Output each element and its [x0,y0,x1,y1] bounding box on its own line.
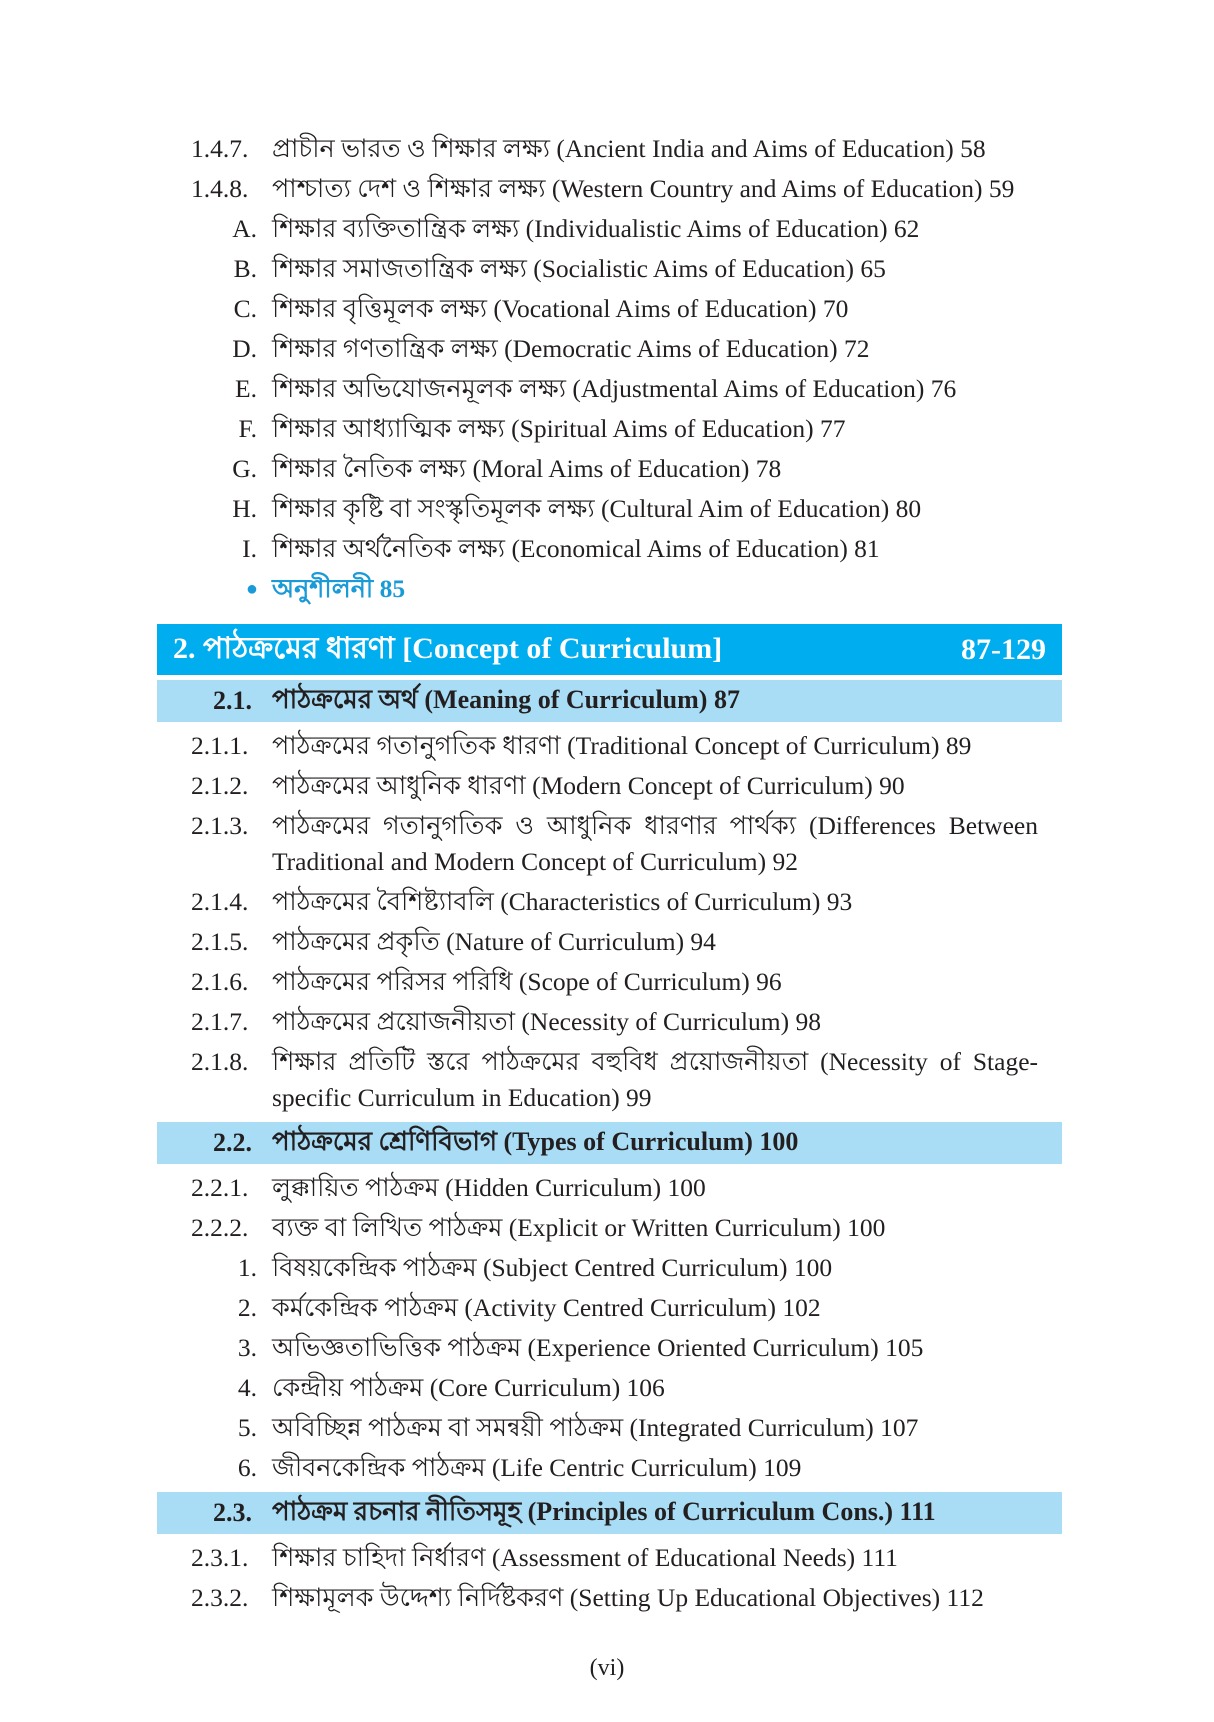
entry-number: 1. [237,1253,257,1282]
entry-title: শিক্ষার চাহিদা নির্ধারণ (Assessment of Educational Needs) 111 [272,1543,898,1572]
entry-title: কেন্দ্রীয় পাঠক্রম (Core Curriculum) 106 [272,1373,665,1402]
section-heading [157,1122,1062,1164]
chapter-number: 2. [173,632,196,665]
entry-number: A. [232,214,257,243]
toc-entry[interactable] [191,369,1038,409]
toc-entry[interactable] [191,409,1038,449]
toc-entry[interactable] [191,449,1038,489]
entry-title: শিক্ষার অর্থনৈতিক লক্ষ্য (Economical Aims of Education) 81 [272,534,880,563]
entry-number: 2.1.7. [191,1007,249,1036]
chapter-title [173,624,961,675]
entry-title: পাঠক্রমের পরিসর পরিধি (Scope of Curriculum) 96 [272,967,782,996]
toc-entry[interactable] [191,169,1038,209]
toc-entry[interactable] [191,1408,1038,1448]
entry-title: অভিজ্ঞতাভিত্তিক পাঠক্রম (Experience Oriented Curriculum) 105 [272,1333,924,1362]
toc-entry[interactable] [191,329,1038,369]
toc-entry[interactable] [191,209,1038,249]
toc-entry[interactable] [191,1288,1038,1328]
table-of-contents [0,129,1214,1618]
entry-number: 2.2.1. [191,1173,249,1202]
entry-title: পাঠক্রমের বৈশিষ্ট্যাবলি (Characteristics of Curriculum) 93 [272,887,853,916]
toc-entry[interactable] [191,1002,1038,1042]
entry-title: লুক্কায়িত পাঠক্রম (Hidden Curriculum) 100 [272,1173,706,1202]
entry-number: 2.3.2. [191,1583,249,1612]
entry-number: 3. [237,1333,257,1362]
toc-entry[interactable] [191,289,1038,329]
bullet-icon: ● [245,578,258,600]
toc-entry[interactable] [191,1248,1038,1288]
toc-entry[interactable] [191,529,1038,569]
entry-number: 2.1.4. [191,887,249,916]
entry-title: অনুশীলনী 85 [272,574,406,603]
entry-title: প্রাচীন ভারত ও শিক্ষার লক্ষ্য (Ancient India and Aims of Education) 58 [272,134,986,163]
entry-number: G. [232,454,257,483]
entry-number: 2.1.1. [191,731,249,760]
entry-title: শিক্ষার গণতান্ত্রিক লক্ষ্য (Democratic Aims of Education) 72 [272,334,870,363]
toc-entry[interactable] [191,1168,1038,1208]
entry-number: I. [242,534,257,563]
entry-title: পাশ্চাত্য দেশ ও শিক্ষার লক্ষ্য (Western Country and Aims of Education) 59 [272,174,1015,203]
entry-title: পাঠক্রমের গতানুগতিক ধারণা (Traditional Concept of Curriculum) 89 [272,731,972,760]
entry-number: F. [238,414,257,443]
section-title: পাঠক্রমের শ্রেণিবিভাগ (Types of Curriculum) 100 [272,1127,799,1156]
entry-title: পাঠক্রমের প্রকৃতি (Nature of Curriculum) 94 [272,927,716,956]
toc-entry[interactable] [191,1448,1038,1488]
entry-title: পাঠক্রমের প্রয়োজনীয়তা (Necessity of Curriculum) 98 [272,1007,821,1036]
entry-title: শিক্ষার কৃষ্টি বা সংস্কৃতিমূলক লক্ষ্য (Cultural Aim of Education) 80 [272,494,922,523]
section-title: পাঠক্রম রচনার নীতিসমূহ (Principles of Curriculum Cons.) 111 [272,1497,936,1526]
section-heading [157,1492,1062,1534]
toc-entry[interactable] [191,1368,1038,1408]
toc-entry[interactable] [191,882,1038,922]
entry-number: 2.1.3. [191,811,249,840]
entry-number: 1.4.8. [191,174,249,203]
page-number: (vi) [589,1655,625,1681]
toc-entry[interactable] [191,806,1038,882]
entry-number: E. [235,374,257,403]
entry-number: 2.1.5. [191,927,249,956]
entry-title: শিক্ষার প্রতিটি স্তরে পাঠক্রমের বহুবিধ প্রয়োজনীয়তা (Necessity of Stage-specific Curriculum in Education) 99 [272,1047,1038,1112]
entry-number: C. [233,294,257,323]
toc-entry[interactable] [191,922,1038,962]
entry-title: শিক্ষামূলক উদ্দেশ্য নির্দিষ্টকরণ (Setting Up Educational Objectives) 112 [272,1583,984,1612]
entry-number: D. [232,334,257,363]
entry-title: পাঠক্রমের আধুনিক ধারণা (Modern Concept of Curriculum) 90 [272,771,905,800]
entry-number: 2.1.6. [191,967,249,996]
chapter-title-text: পাঠক্রমের ধারণা [Concept of Curriculum] [203,632,723,665]
entry-number: B. [233,254,257,283]
toc-entry[interactable] [191,766,1038,806]
toc-entry[interactable] [191,249,1038,289]
entry-title: কর্মকেন্দ্রিক পাঠক্রম (Activity Centred Curriculum) 102 [272,1293,821,1322]
entry-number: 6. [237,1453,257,1482]
entry-title: শিক্ষার নৈতিক লক্ষ্য (Moral Aims of Education) 78 [272,454,782,483]
toc-entry[interactable] [191,1538,1038,1578]
toc-entry[interactable] [191,1328,1038,1368]
entry-title: জীবনকেন্দ্রিক পাঠক্রম (Life Centric Curriculum) 109 [272,1453,802,1482]
entry-title: শিক্ষার সমাজতান্ত্রিক লক্ষ্য (Socialistic Aims of Education) 65 [272,254,886,283]
section-number: 2.1. [213,686,252,715]
entry-number: 2.1.2. [191,771,249,800]
entry-title: অবিচ্ছিন্ন পাঠক্রম বা সমন্বয়ী পাঠক্রম (Integrated Curriculum) 107 [272,1413,919,1442]
entry-number: 1.4.7. [191,134,249,163]
entry-title: শিক্ষার অভিযোজনমূলক লক্ষ্য (Adjustmental Aims of Education) 76 [272,374,957,403]
section-title: পাঠক্রমের অর্থ (Meaning of Curriculum) 87 [272,685,740,714]
section-number: 2.2. [213,1128,252,1157]
toc-entry[interactable] [191,1042,1038,1118]
entry-title: ব্যক্ত বা লিখিত পাঠক্রম (Explicit or Written Curriculum) 100 [272,1213,886,1242]
entry-title: পাঠক্রমের গতানুগতিক ও আধুনিক ধারণার পার্থক্য (Differences Between Traditional and Modern Concept of Curriculum) 92 [272,811,1038,876]
entry-number: 2.2.2. [191,1213,249,1242]
entry-number: 4. [237,1373,257,1402]
toc-entry[interactable] [191,962,1038,1002]
entry-number: 2.1.8. [191,1047,249,1076]
exercise-entry[interactable] [191,569,1038,609]
toc-entry[interactable] [191,1578,1038,1618]
entry-number: 2. [237,1293,257,1322]
entry-title: শিক্ষার বৃত্তিমূলক লক্ষ্য (Vocational Aims of Education) 70 [272,294,849,323]
section-number: 2.3. [213,1498,252,1527]
entry-title: বিষয়কেন্দ্রিক পাঠক্রম (Subject Centred Curriculum) 100 [272,1253,833,1282]
toc-entry[interactable] [191,726,1038,766]
toc-entry[interactable] [191,129,1038,169]
entry-number: 2.3.1. [191,1543,249,1572]
chapter-heading [157,624,1062,675]
entry-title: শিক্ষার আধ্যাত্মিক লক্ষ্য (Spiritual Aims of Education) 77 [272,414,846,443]
toc-entry[interactable] [191,1208,1038,1248]
entry-number: H. [232,494,257,523]
toc-entry[interactable] [191,489,1038,529]
chapter-page-range: 87-129 [961,632,1046,666]
entry-title: শিক্ষার ব্যক্তিতান্ত্রিক লক্ষ্য (Individualistic Aims of Education) 62 [272,214,920,243]
entry-number: 5. [237,1413,257,1442]
section-heading [157,680,1062,722]
